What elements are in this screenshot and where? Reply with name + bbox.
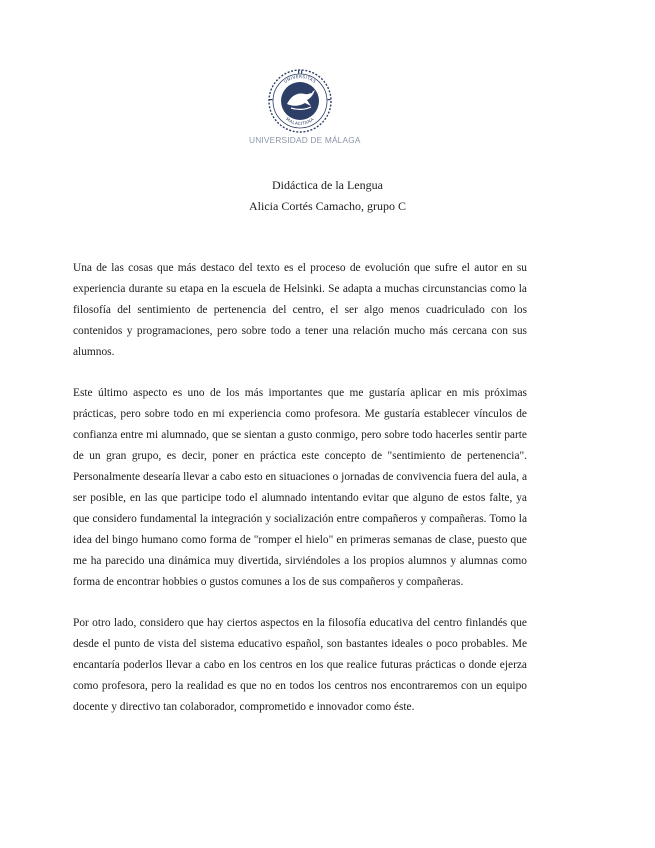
author-line: Alicia Cortés Camacho, grupo C	[249, 199, 406, 213]
paragraph-1: Una de las cosas que más destaco del texto es el proceso de evolución que sufre el autor en su experiencia durante su etapa en la escuela de Helsinki. Se adapta a muchas circunstancias como la filosofía del sentimiento de pertenencia del centro, el ser algo menos cuadriculado con los contenidos y programaciones, pero sobre todo a tener una relación mucho más cercana con sus alumnos.	[73, 262, 527, 358]
svg-text:UNIVERSITAS: UNIVERSITAS	[282, 73, 318, 85]
university-seal-icon	[267, 68, 333, 134]
document-body	[73, 258, 527, 739]
university-name: UNIVERSIDAD DE MÁLAGA	[249, 135, 361, 145]
university-logo	[249, 68, 361, 145]
svg-text:MALACITANA: MALACITANA	[285, 116, 315, 127]
paragraph-3: Por otro lado, considero que hay ciertos aspectos en la filosofía educativa del centro finlandés que desde el punto de vista del sistema educativo español, son bastantes ideales o poco probables. Me encantaría poderlos llevar a cabo en los centros en los que realice futuras prácticas o donde ejerza como profesora, pero la realidad es que no en todos los centros nos encontraremos con un equipo docente y directivo tan colaborador, comprometido e innovador como éste.	[73, 617, 527, 713]
paragraph-2: Este último aspecto es uno de los más importantes que me gustaría aplicar en mis próximas prácticas, pero sobre todo en mi experiencia como profesora. Me gustaría establecer vínculos de confianza entre mi alumnado, que se sientan a gusto conmigo, pero sobre todo hacerles sentir parte de un gran grupo, es decir, poner en práctica este concepto de "sentimiento de pertenencia". Personalmente desearía llevar a cabo esto en situaciones o jornadas de convivencia fuera del aula, a ser posible, en las que participe todo el alumnado intentando evitar que alguno de estos falte, ya que considero fundamental la integración y socialización entre compañeros y compañeras. Tomo la idea del bingo humano como forma de "romper el hielo" en primeras semanas de clase, puesto que me ha parecido una dinámica muy divertida, sirviéndoles a los propios alumnos y alumnas como forma de encontrar hobbies o gustos comunes a los de sus compañeros y compañeras.	[73, 387, 527, 588]
document-header	[0, 175, 655, 217]
course-title: Didáctica de la Lengua	[272, 178, 383, 192]
